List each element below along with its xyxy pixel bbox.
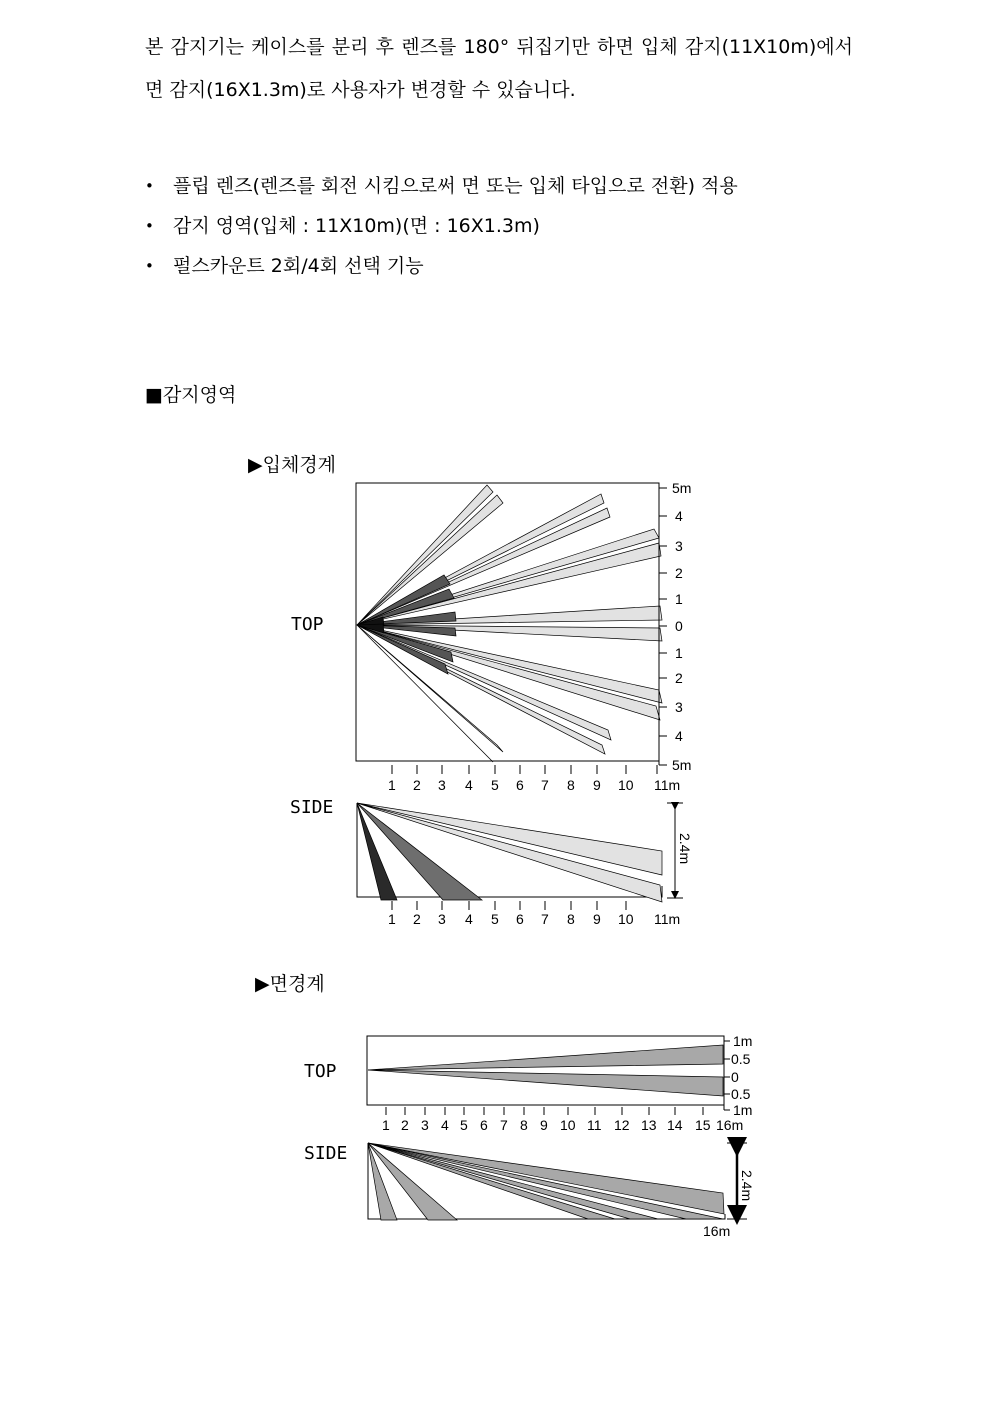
tick-label: 7 — [541, 911, 549, 927]
tick-label: 3 — [438, 777, 446, 793]
tick-label: 2 — [413, 777, 421, 793]
bullet-text: 감지 영역(입체 : 11X10m)(면 : 16X1.3m) — [173, 215, 540, 237]
tick-label: 0.5 — [731, 1086, 751, 1102]
stereo-side-x-labels — [388, 911, 680, 927]
tick-label: 2 — [401, 1117, 409, 1133]
bullet-dot: • — [145, 257, 154, 275]
planar-top-x-axis — [386, 1107, 703, 1115]
planar-top-y-axis — [724, 1033, 752, 1118]
tick-label: 4 — [675, 728, 683, 744]
tick-label: 5 — [460, 1117, 468, 1133]
tick-label: 7 — [541, 777, 549, 793]
tick-label: 13 — [641, 1117, 657, 1133]
planar-top-x-labels — [382, 1117, 743, 1133]
tick-label: 7 — [500, 1117, 508, 1133]
tick-label: 4 — [441, 1117, 449, 1133]
stereo-top-x-labels — [388, 777, 680, 793]
tick-label: 1m — [733, 1033, 753, 1049]
stereo-top-y-axis — [659, 480, 691, 773]
tick-label: 0 — [675, 618, 683, 634]
tick-label: 1 — [675, 645, 683, 661]
stereo-side-x-axis — [392, 901, 626, 910]
tick-label: 5m — [672, 757, 692, 773]
tick-label: 6 — [480, 1117, 488, 1133]
tick-label: 11m — [654, 911, 681, 927]
tick-label: 4 — [465, 911, 473, 927]
stereo-top-label: TOP — [291, 614, 324, 635]
tick-label: 10 — [618, 911, 634, 927]
tick-label: 3 — [675, 538, 683, 554]
tick-label: 8 — [520, 1117, 528, 1133]
tick-label: 1 — [388, 777, 396, 793]
section-title: ■감지영역 — [145, 384, 237, 406]
stereo-top-diagram — [356, 483, 662, 762]
tick-label: 15 — [695, 1117, 711, 1133]
bullet-text: 펄스카운트 2회/4회 선택 기능 — [173, 255, 424, 277]
tick-label: 9 — [593, 911, 601, 927]
tick-label: 8 — [567, 777, 575, 793]
intro-paragraph: 본 감지기는 케이스를 분리 후 렌즈를 180° 뒤집기만 하면 입체 감지(11X10m)에서 면 감지(16X1.3m)로 사용자가 변경할 수 있습니다. — [145, 36, 853, 101]
planar-title: ▶면경계 — [255, 973, 325, 995]
tick-label: 1 — [675, 591, 683, 607]
tick-label: 3 — [421, 1117, 429, 1133]
tick-label: 2 — [675, 670, 683, 686]
tick-label: 5 — [491, 911, 499, 927]
side-height-label: 2.4m — [677, 833, 693, 865]
bullet-dot: • — [145, 177, 154, 195]
tick-label: 12 — [614, 1117, 630, 1133]
tick-label: 1m — [733, 1102, 753, 1118]
tick-label: 5 — [491, 777, 499, 793]
tick-label: 4 — [675, 508, 683, 524]
tick-label: 1 — [382, 1117, 390, 1133]
stereo-side-diagram — [357, 803, 693, 902]
tick-label: 0 — [731, 1069, 739, 1085]
tick-label: 2 — [413, 911, 421, 927]
tick-label: 0.5 — [731, 1051, 751, 1067]
planar-top-diagram — [367, 1036, 724, 1105]
planar-side-label: SIDE — [304, 1143, 348, 1164]
tick-label: 5m — [672, 480, 692, 496]
tick-label: 9 — [540, 1117, 548, 1133]
side-range-label: 16m — [703, 1223, 731, 1239]
tick-label: 10 — [560, 1117, 576, 1133]
bullet-text: 플립 렌즈(렌즈를 회전 시킴으로써 면 또는 입체 타입으로 전환) 적용 — [173, 175, 738, 197]
planar-top-label: TOP — [304, 1061, 337, 1082]
side-height-label: 2.4m — [739, 1170, 755, 1202]
tick-label: 10 — [618, 777, 634, 793]
stereo-title: ▶입체경계 — [248, 454, 337, 476]
tick-label: 1 — [388, 911, 396, 927]
tick-label: 3 — [438, 911, 446, 927]
tick-label: 6 — [516, 911, 524, 927]
tick-label: 3 — [675, 699, 683, 715]
bullet-dot: • — [145, 217, 154, 235]
tick-label: 11m — [654, 777, 681, 793]
stereo-top-x-axis — [392, 765, 657, 774]
tick-label: 16m — [716, 1117, 744, 1133]
planar-side-diagram — [368, 1143, 755, 1239]
tick-label: 8 — [567, 911, 575, 927]
tick-label: 6 — [516, 777, 524, 793]
tick-label: 14 — [667, 1117, 683, 1133]
tick-label: 9 — [593, 777, 601, 793]
tick-label: 2 — [675, 565, 683, 581]
tick-label: 4 — [465, 777, 473, 793]
tick-label: 11 — [587, 1117, 602, 1133]
stereo-side-label: SIDE — [290, 797, 334, 818]
